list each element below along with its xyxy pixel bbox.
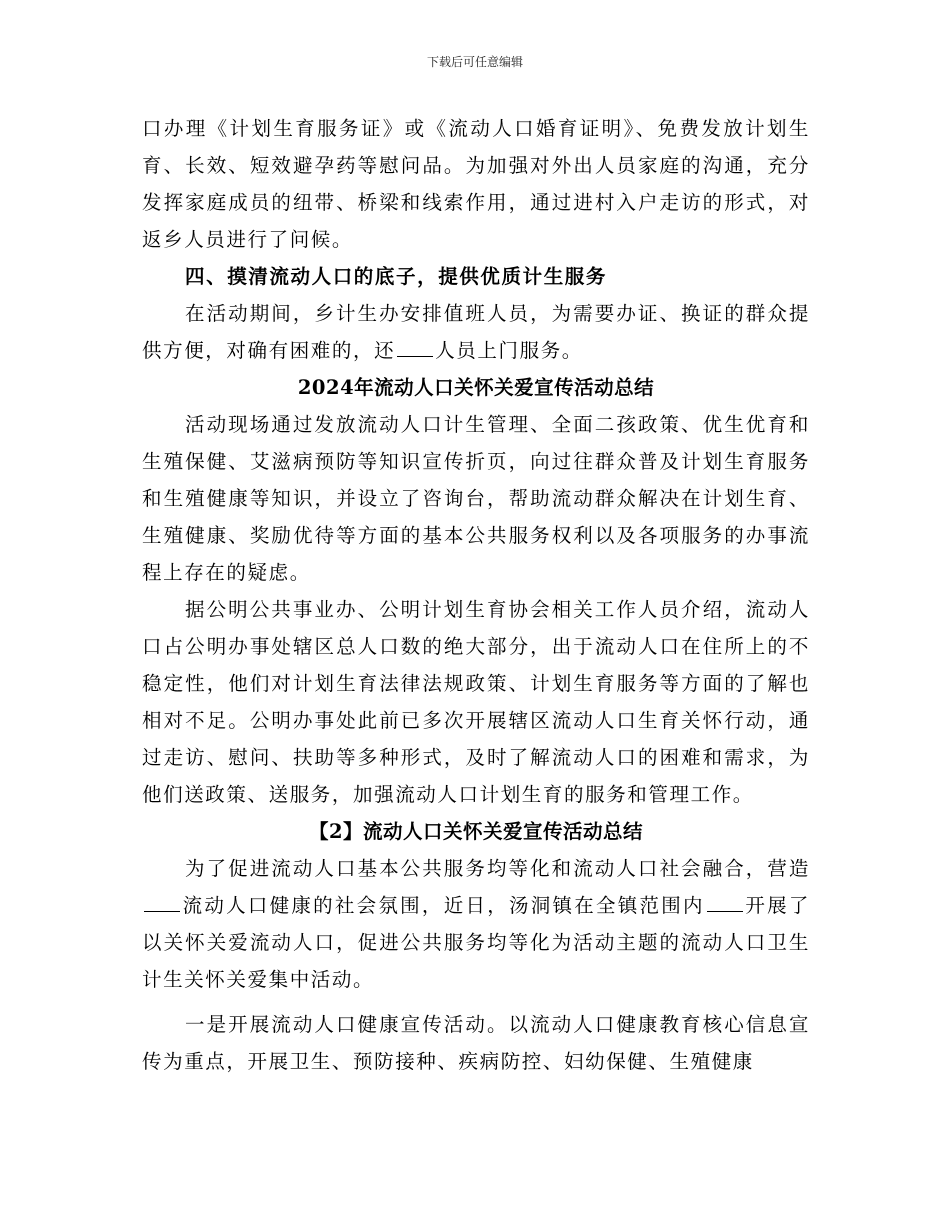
paragraph-text: 口办理《计划生育服务证》或《流动人口婚育证明》、免费发放计划生育、长效、短效避孕药等慰问品。为加强对外出人员家庭的沟通，充分发挥家庭成员的纽带、桥梁和线索作用，通过进村入户走访的形式，对返乡人员进行了问候。 — [142, 117, 810, 251]
paragraph — [142, 1006, 810, 1080]
paragraph — [142, 406, 810, 591]
blank-underline — [144, 891, 180, 912]
paragraph-text: 据公明公共事业办、公明计划生育协会相关工作人员介绍，流动人口占公明办事处辖区总人口数的绝大部分，出于流动人口在住所上的不稳定性，他们对计划生育法律法规政策、计划生育服务等方面的了解也相对不足。公明办事处此前已多次开展辖区流动人口生育关怀行动，通过走访、慰问、扶助等多种形式，及时了解流动人口的困难和需求，为他们送政策、送服务，加强流动人口计划生育的服务和管理工作。 — [142, 598, 810, 806]
paragraph-text: 在活动期间，乡计生办安排值班人员，为需要办证、换证的群众提供方便，对确有困难的，还 — [142, 302, 810, 362]
paragraph-continued — [142, 110, 810, 258]
paragraph — [142, 295, 810, 369]
blank-underline — [397, 336, 433, 357]
section-title-text: 【2】流动人口关怀关爱宣传活动总结 — [308, 820, 644, 843]
section-heading — [142, 258, 810, 295]
paragraph — [142, 850, 810, 998]
page-header-text: 下载后可任意编辑 — [426, 55, 523, 69]
section-heading-text: 四、摸清流动人口的底子，提供优质计生服务 — [185, 265, 608, 288]
section-title — [142, 369, 810, 406]
paragraph-text: 开展了以关怀关爱流动人口，促进公共服务均等化为活动主题的流动人口卫生计生关怀关爱集中活动。 — [142, 894, 810, 991]
page-header — [0, 54, 950, 70]
paragraph-text: 流动人口健康的社会氛围，近日，汤洞镇在全镇范围内 — [182, 894, 705, 917]
paragraph-text: 活动现场通过发放流动人口计生管理、全面二孩政策、优生优育和生殖保健、艾滋病预防等知识宣传折页，向过往群众普及计划生育服务和生殖健康等知识，并设立了咨询台，帮助流动群众解决在计划生育、生殖健康、奖励优待等方面的基本公共服务权利以及各项服务的办事流程上存在的疑虑。 — [142, 413, 810, 584]
blank-underline — [707, 891, 743, 912]
paragraph-text: 为了促进流动人口基本公共服务均等化和流动人口社会融合，营造 — [185, 857, 810, 880]
section-title-text: 2024年流动人口关怀关爱宣传活动总结 — [297, 376, 655, 399]
paragraph — [142, 591, 810, 813]
section-title — [142, 813, 810, 850]
paragraph-text: 一是开展流动人口健康宣传活动。以流动人口健康教育核心信息宣传为重点，开展卫生、预防接种、疾病防控、妇幼保健、生殖健康 — [142, 1013, 810, 1073]
paragraph-text: 人员上门服务。 — [435, 339, 583, 362]
document-body — [142, 110, 810, 1080]
